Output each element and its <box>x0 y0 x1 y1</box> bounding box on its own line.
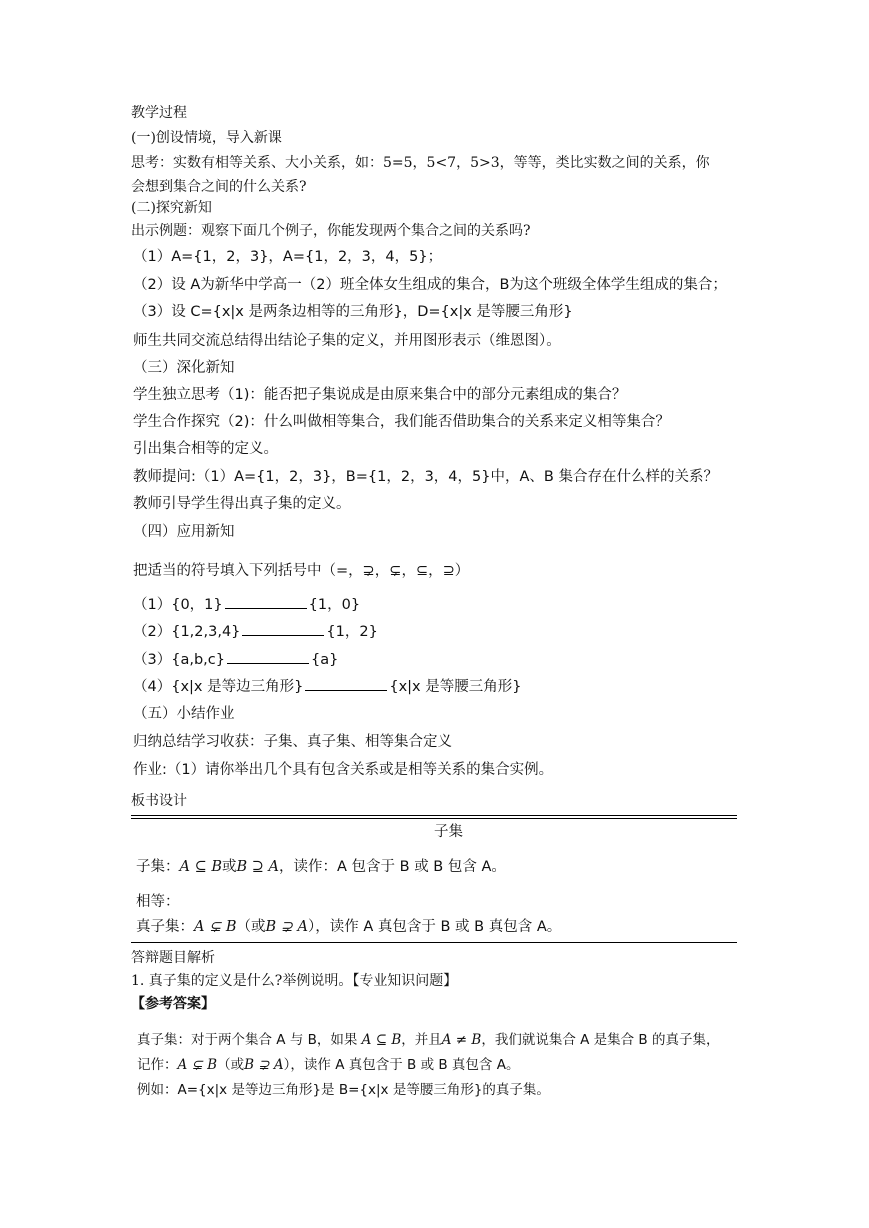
board-design-heading: 板书设计 <box>131 793 187 809</box>
section-1-title: (一)创设情境，导入新课 <box>131 130 282 146</box>
proper-label: 真子集： <box>136 919 194 935</box>
board-top-rule-2 <box>131 818 737 819</box>
answer-line-2 <box>137 1055 519 1075</box>
board-top-rule-1 <box>131 815 737 816</box>
question-1: 学生独立思考（1)：能否把子集说成是由原来集合中的部分元素组成的集合？ <box>133 387 627 403</box>
examples-intro: 出示例题：观察下面几个例子，你能发现两个集合之间的关系吗? <box>131 223 531 239</box>
exercise-1-left: （1）{0，1} <box>133 597 223 613</box>
proper-expression-2: B ⊋ A <box>265 919 308 935</box>
answer-1-prefix: 真子集：对于两个集合 A 与 B，如果 <box>137 1032 358 1048</box>
answer-2-paren: （或 <box>217 1057 245 1073</box>
think-line-1: 思考：实数有相等关系、大小关系，如：5=5，5<7，5>3，等等，类比实数之间的关系，你 <box>131 155 710 171</box>
answer-2-suffix: ），读作 A 真包含于 B 或 B 真包含 A。 <box>283 1057 520 1073</box>
subset-expression-1: A ⊆ B <box>179 859 222 875</box>
answer-blank-4[interactable] <box>305 676 387 691</box>
board-subset-line <box>136 857 506 877</box>
proper-expression-1: A ⊊ B <box>194 919 237 935</box>
answer-2-expression-2: B ⊋ A <box>244 1057 284 1073</box>
question-2: 学生合作探究（2)：什么叫做相等集合，我们能否借助集合的关系来定义相等集合？ <box>133 414 670 430</box>
subset-reading: ，读作：A 包含于 B 或 B 包含 A。 <box>279 859 506 875</box>
subset-label: 子集： <box>136 859 180 875</box>
equal-definition-line: 引出集合相等的定义。 <box>133 441 278 457</box>
clip-mask <box>738 272 869 294</box>
exercise-3-left: （3）{a,b,c} <box>133 652 225 668</box>
answer-line-1 <box>137 1030 720 1050</box>
summary-line: 师生共同交流总结得出结论子集的定义，并用图形表示（维恩图）。 <box>133 333 561 349</box>
proper-subset-line: 教师引导学生得出真子集的定义。 <box>133 496 351 512</box>
exercise-2 <box>133 621 378 642</box>
answer-2-expression-1: A ⊊ B <box>177 1057 218 1073</box>
exercise-2-right: {1，2} <box>326 624 378 640</box>
exercise-3-right: {a} <box>310 652 339 668</box>
defense-question: 1. 真子集的定义是什么?举例说明。【专业知识问题】 <box>131 973 458 989</box>
board-title: 子集 <box>434 824 463 840</box>
answer-1-middle: ，并且 <box>401 1032 442 1048</box>
answer-1-expression-1: A ⊆ B <box>361 1032 402 1048</box>
subset-or: 或 <box>222 859 237 875</box>
exercise-1 <box>133 594 360 615</box>
answer-2-prefix: 记作： <box>137 1057 178 1073</box>
board-equal-line: 相等： <box>136 894 180 910</box>
section-5-title: （五）小结作业 <box>133 706 235 722</box>
answer-line-3: 例如：A={x|x 是等边三角形}是 B={x|x 是等腰三角形}的真子集。 <box>137 1082 550 1098</box>
exercise-2-left: （2）{1,2,3,4} <box>133 624 241 640</box>
think-line-2: 会想到集合之间的什么关系? <box>131 179 307 195</box>
recap-line: 归纳总结学习收获：子集、真子集、相等集合定义 <box>133 734 452 750</box>
defense-heading: 答辩题目解析 <box>131 950 215 966</box>
section-heading-teaching-process: 教学过程 <box>131 105 187 121</box>
example-3: （3）设 C={x|x 是两条边相等的三角形}，D={x|x 是等腰三角形} <box>133 304 573 320</box>
exercise-4-right: {x|x 是等腰三角形} <box>389 679 522 695</box>
answer-1-expression-2: A ≠ B <box>441 1032 482 1048</box>
section-2-title: (二)探究新知 <box>131 200 212 216</box>
answer-blank-3[interactable] <box>227 649 309 664</box>
answer-blank-1[interactable] <box>225 594 307 609</box>
proper-reading: ），读作 A 真包含于 B 或 B 真包含 A。 <box>308 919 562 935</box>
exercise-4-left: （4）{x|x 是等边三角形} <box>133 679 304 695</box>
exercise-1-right: {1，0} <box>308 597 361 613</box>
answer-blank-2[interactable] <box>242 621 324 636</box>
exercise-3 <box>133 649 338 670</box>
section-3-title: （三）深化新知 <box>133 360 235 376</box>
fill-in-intro: 把适当的符号填入下列括号中（=，⊋，⊊，⊆，⊇） <box>133 563 470 579</box>
reference-answer-label: 【参考答案】 <box>131 996 215 1012</box>
homework-line: 作业:（1）请你举出几个具有包含关系或是相等关系的集合实例。 <box>133 762 554 778</box>
example-2: （2）设 A为新华中学高一（2）班全体女生组成的集合，B为这个班级全体学生组成的集合； <box>133 277 727 293</box>
teacher-question: 教师提问:（1）A={1，2，3}，B={1，2，3，4，5}中，A、B 集合存在什么样的关系？ <box>133 469 718 485</box>
proper-paren-open: （或 <box>236 919 266 935</box>
answer-1-suffix: ，我们就说集合 A 是集合 B 的真子集， <box>481 1032 720 1048</box>
example-1: （1）A={1，2，3}，A={1，2，3，4，5}； <box>133 249 443 265</box>
subset-expression-2: B ⊇ A <box>236 859 279 875</box>
exercise-4 <box>133 676 521 697</box>
board-proper-line <box>136 917 561 937</box>
board-bottom-rule <box>131 942 737 943</box>
section-4-title: （四）应用新知 <box>133 524 235 540</box>
